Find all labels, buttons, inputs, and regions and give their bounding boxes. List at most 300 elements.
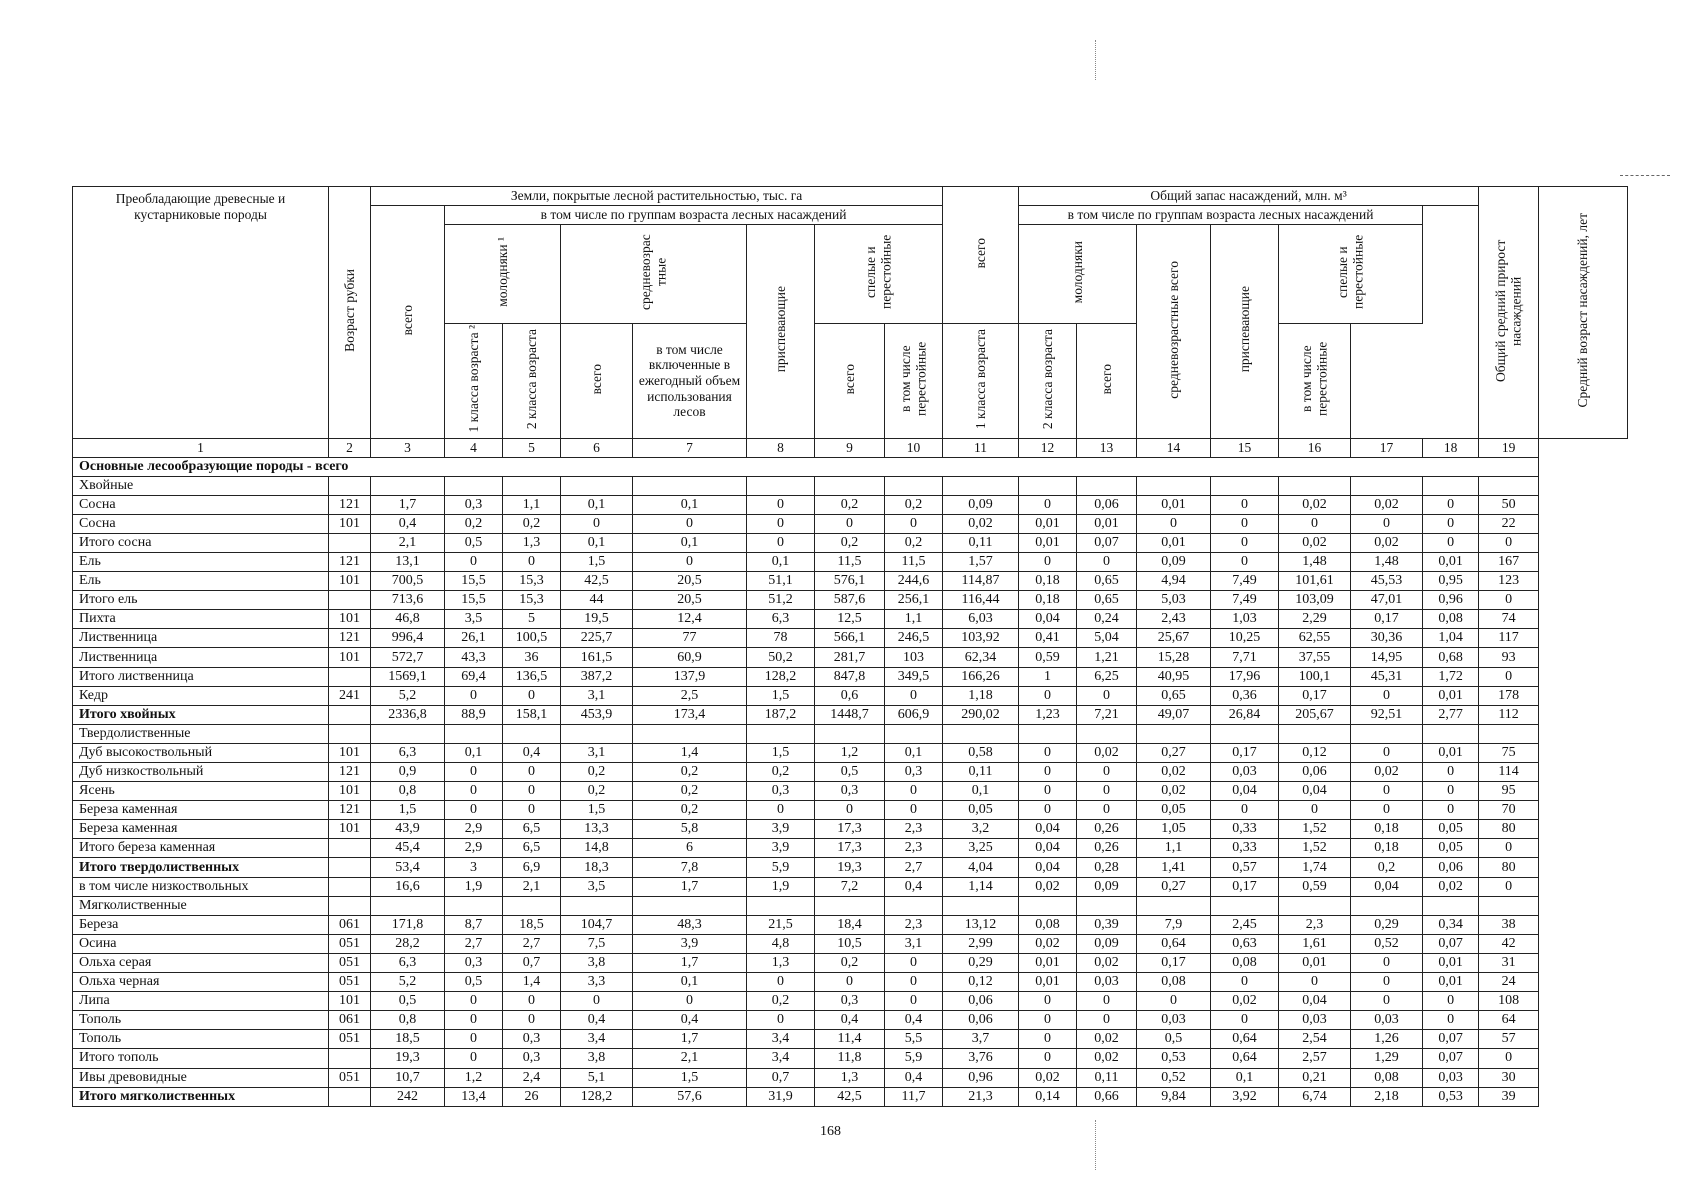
- value-cell: 2,9: [445, 820, 503, 839]
- value-cell: 6,3: [371, 953, 445, 972]
- table-row: [73, 1011, 1628, 1030]
- value-cell: 101: [329, 820, 371, 839]
- value-cell: 0,52: [1137, 1068, 1211, 1087]
- value-cell: 0: [1019, 1011, 1077, 1030]
- value-cell: 11,5: [885, 552, 943, 571]
- value-cell: 121: [329, 495, 371, 514]
- value-cell: 0,06: [1423, 858, 1479, 877]
- value-cell: 123: [1479, 572, 1539, 591]
- value-cell: 0: [1351, 514, 1423, 533]
- value-cell: 0,08: [1137, 973, 1211, 992]
- value-cell: 42: [1479, 934, 1539, 953]
- value-cell: 3: [445, 858, 503, 877]
- value-cell: 566,1: [815, 629, 885, 648]
- value-cell: 18,5: [371, 1030, 445, 1049]
- value-cell: 0,4: [815, 1011, 885, 1030]
- value-cell: 0: [1077, 1011, 1137, 1030]
- value-cell: 1,5: [561, 801, 633, 820]
- value-cell: 0,96: [943, 1068, 1019, 1087]
- header-class1-stock: 1 класса возраста: [943, 324, 1019, 439]
- value-cell: 7,9: [1137, 915, 1211, 934]
- value-cell: 0: [885, 801, 943, 820]
- value-cell: 69,4: [445, 667, 503, 686]
- value-cell: 0,59: [1019, 648, 1077, 667]
- table-row: [73, 705, 1628, 724]
- value-cell: 0: [1479, 591, 1539, 610]
- value-cell: 3,9: [747, 839, 815, 858]
- value-cell: 0,4: [561, 1011, 633, 1030]
- value-cell: 0,02: [1077, 743, 1137, 762]
- empty-cell: [1479, 476, 1539, 495]
- table-row: [73, 820, 1628, 839]
- value-cell: 101: [329, 648, 371, 667]
- value-cell: 24: [1479, 973, 1539, 992]
- value-cell: 0: [747, 801, 815, 820]
- value-cell: 0,17: [1279, 686, 1351, 705]
- value-cell: 3,25: [943, 839, 1019, 858]
- table-row: [73, 973, 1628, 992]
- value-cell: 0: [561, 992, 633, 1011]
- value-cell: 1,52: [1279, 820, 1351, 839]
- empty-cell: [633, 724, 747, 743]
- empty-cell: [1211, 724, 1279, 743]
- value-cell: 0,2: [815, 495, 885, 514]
- value-cell: [329, 839, 371, 858]
- value-cell: 244,6: [885, 572, 943, 591]
- column-number: 10: [885, 438, 943, 457]
- value-cell: 0,17: [1351, 610, 1423, 629]
- value-cell: 114: [1479, 763, 1539, 782]
- value-cell: 0,4: [371, 514, 445, 533]
- value-cell: 5,03: [1137, 591, 1211, 610]
- value-cell: 453,9: [561, 705, 633, 724]
- value-cell: 0,01: [1019, 973, 1077, 992]
- empty-cell: [371, 476, 445, 495]
- value-cell: 0,02: [1077, 953, 1137, 972]
- empty-cell: [1351, 476, 1423, 495]
- value-cell: 0: [815, 514, 885, 533]
- value-cell: 387,2: [561, 667, 633, 686]
- value-cell: 0,01: [1019, 533, 1077, 552]
- value-cell: 0,5: [445, 533, 503, 552]
- value-cell: 13,1: [371, 552, 445, 571]
- value-cell: 0,2: [633, 801, 747, 820]
- table-row: [73, 763, 1628, 782]
- column-numbers-row: [73, 438, 1628, 457]
- value-cell: 256,1: [885, 591, 943, 610]
- value-cell: 051: [329, 1030, 371, 1049]
- value-cell: 0,65: [1077, 591, 1137, 610]
- group-label: Твердолиственные: [73, 724, 329, 743]
- value-cell: 0,11: [943, 533, 1019, 552]
- value-cell: 0: [1137, 992, 1211, 1011]
- value-cell: 0,96: [1423, 591, 1479, 610]
- value-cell: 1,41: [1137, 858, 1211, 877]
- value-cell: 0,17: [1211, 877, 1279, 896]
- column-number: 19: [1479, 438, 1539, 457]
- value-cell: 137,9: [633, 667, 747, 686]
- value-cell: 0: [445, 552, 503, 571]
- value-cell: 0: [1279, 973, 1351, 992]
- header-class2-stock: 2 класса возраста: [1019, 324, 1077, 439]
- value-cell: 26,1: [445, 629, 503, 648]
- value-cell: 95: [1479, 782, 1539, 801]
- value-cell: 0: [1211, 514, 1279, 533]
- value-cell: 1,5: [747, 686, 815, 705]
- value-cell: 0: [633, 514, 747, 533]
- value-cell: 0,04: [1279, 782, 1351, 801]
- value-cell: 0,01: [1019, 953, 1077, 972]
- value-cell: 0,01: [1423, 743, 1479, 762]
- value-cell: 0: [633, 552, 747, 571]
- column-number: 14: [1137, 438, 1211, 457]
- value-cell: 0: [1077, 686, 1137, 705]
- value-cell: 0,2: [445, 514, 503, 533]
- species-name: Дуб высокоствольный: [73, 743, 329, 762]
- value-cell: 36: [503, 648, 561, 667]
- value-cell: 1,7: [633, 1030, 747, 1049]
- value-cell: 0,02: [1279, 533, 1351, 552]
- value-cell: 0,04: [1019, 839, 1077, 858]
- empty-cell: [1137, 476, 1211, 495]
- value-cell: 0: [1211, 495, 1279, 514]
- value-cell: 0: [1019, 1049, 1077, 1068]
- value-cell: 0: [747, 495, 815, 514]
- value-cell: 1,2: [445, 1068, 503, 1087]
- value-cell: 051: [329, 934, 371, 953]
- value-cell: 847,8: [815, 667, 885, 686]
- value-cell: 0,04: [1211, 782, 1279, 801]
- value-cell: 0,04: [1279, 992, 1351, 1011]
- table-row: [73, 610, 1628, 629]
- value-cell: 57: [1479, 1030, 1539, 1049]
- value-cell: 0: [1019, 992, 1077, 1011]
- value-cell: 051: [329, 953, 371, 972]
- value-cell: 158,1: [503, 705, 561, 724]
- value-cell: 20,5: [633, 591, 747, 610]
- value-cell: 121: [329, 552, 371, 571]
- value-cell: 1,1: [503, 495, 561, 514]
- value-cell: 0,03: [1423, 1068, 1479, 1087]
- value-cell: 57,6: [633, 1087, 747, 1106]
- value-cell: 6,3: [371, 743, 445, 762]
- species-name: Береза: [73, 915, 329, 934]
- value-cell: 5,2: [371, 686, 445, 705]
- value-cell: 0: [885, 782, 943, 801]
- value-cell: 0,95: [1423, 572, 1479, 591]
- value-cell: 14,8: [561, 839, 633, 858]
- value-cell: 0: [1479, 1049, 1539, 1068]
- table-row: [73, 591, 1628, 610]
- value-cell: 205,67: [1279, 705, 1351, 724]
- value-cell: 0,03: [1077, 973, 1137, 992]
- species-name: Ясень: [73, 782, 329, 801]
- value-cell: 167: [1479, 552, 1539, 571]
- value-cell: 62,34: [943, 648, 1019, 667]
- section-title: Основные лесообразующие породы - всего: [73, 457, 1539, 476]
- header-avg-age: Средний возраст насаждений, лет: [1539, 187, 1628, 439]
- column-number: 13: [1077, 438, 1137, 457]
- value-cell: 0,18: [1019, 572, 1077, 591]
- value-cell: 4,04: [943, 858, 1019, 877]
- value-cell: 53,4: [371, 858, 445, 877]
- value-cell: 0: [885, 953, 943, 972]
- value-cell: 1,18: [943, 686, 1019, 705]
- value-cell: 2,18: [1351, 1087, 1423, 1106]
- value-cell: 0: [445, 1011, 503, 1030]
- table-row: [73, 992, 1628, 1011]
- value-cell: 15,5: [445, 572, 503, 591]
- value-cell: 101: [329, 992, 371, 1011]
- value-cell: 19,3: [371, 1049, 445, 1068]
- value-cell: 136,5: [503, 667, 561, 686]
- header-incl-overmature: в том числе перестойные: [885, 324, 943, 439]
- empty-cell: [1137, 896, 1211, 915]
- value-cell: 0,1: [633, 533, 747, 552]
- table-row: [73, 915, 1628, 934]
- value-cell: 0: [885, 514, 943, 533]
- value-cell: 103: [885, 648, 943, 667]
- value-cell: 0,02: [1351, 533, 1423, 552]
- table-row: [73, 839, 1628, 858]
- value-cell: 3,4: [747, 1030, 815, 1049]
- value-cell: 101: [329, 514, 371, 533]
- value-cell: 5,8: [633, 820, 747, 839]
- value-cell: 0,01: [1423, 953, 1479, 972]
- value-cell: 0,58: [943, 743, 1019, 762]
- header-incl-overmature-stock: в том числе перестойные: [1279, 324, 1351, 439]
- value-cell: 0,2: [633, 763, 747, 782]
- value-cell: 0: [1423, 992, 1479, 1011]
- value-cell: 0,03: [1279, 1011, 1351, 1030]
- value-cell: 78: [747, 629, 815, 648]
- value-cell: 0,2: [633, 782, 747, 801]
- value-cell: 0,1: [633, 495, 747, 514]
- value-cell: 30: [1479, 1068, 1539, 1087]
- value-cell: 572,7: [371, 648, 445, 667]
- value-cell: 0,01: [1137, 495, 1211, 514]
- value-cell: 1,3: [747, 953, 815, 972]
- value-cell: 88,9: [445, 705, 503, 724]
- value-cell: 0,02: [1351, 763, 1423, 782]
- value-cell: 0: [815, 801, 885, 820]
- species-name: Ольха серая: [73, 953, 329, 972]
- value-cell: 281,7: [815, 648, 885, 667]
- value-cell: 37,55: [1279, 648, 1351, 667]
- value-cell: 0: [1479, 877, 1539, 896]
- value-cell: 25,67: [1137, 629, 1211, 648]
- value-cell: 1,48: [1351, 552, 1423, 571]
- value-cell: 0,07: [1423, 1030, 1479, 1049]
- value-cell: 0,7: [503, 953, 561, 972]
- value-cell: 92,51: [1351, 705, 1423, 724]
- value-cell: 18,3: [561, 858, 633, 877]
- value-cell: 6,03: [943, 610, 1019, 629]
- value-cell: 242: [371, 1087, 445, 1106]
- header-young-stock: молодняки: [1019, 225, 1137, 324]
- header-incl-annual: в том числе включенные в ежегодный объем использования лесов: [633, 324, 747, 439]
- value-cell: 3,4: [561, 1030, 633, 1049]
- value-cell: 0,18: [1351, 839, 1423, 858]
- species-name: Лиственница: [73, 629, 329, 648]
- value-cell: 43,9: [371, 820, 445, 839]
- value-cell: 31,9: [747, 1087, 815, 1106]
- value-cell: 3,1: [561, 686, 633, 705]
- empty-cell: [1351, 724, 1423, 743]
- value-cell: 576,1: [815, 572, 885, 591]
- page-number: 168: [820, 1124, 841, 1139]
- value-cell: 0,02: [1077, 1049, 1137, 1068]
- value-cell: 0,8: [371, 782, 445, 801]
- header-mature-total: всего: [815, 324, 885, 439]
- value-cell: 9,84: [1137, 1087, 1211, 1106]
- value-cell: 17,3: [815, 839, 885, 858]
- header-stock-total: всего: [943, 187, 1019, 324]
- value-cell: 0,57: [1211, 858, 1279, 877]
- value-cell: 0,06: [1077, 495, 1137, 514]
- value-cell: 0,4: [885, 1011, 943, 1030]
- empty-cell: [885, 724, 943, 743]
- value-cell: 2,43: [1137, 610, 1211, 629]
- value-cell: 64: [1479, 1011, 1539, 1030]
- table-header: [73, 187, 1628, 458]
- forest-stock-table: [72, 186, 1628, 1107]
- value-cell: 0,2: [561, 763, 633, 782]
- empty-cell: [885, 476, 943, 495]
- value-cell: 0,24: [1077, 610, 1137, 629]
- value-cell: 21,5: [747, 915, 815, 934]
- value-cell: 0,01: [1423, 552, 1479, 571]
- value-cell: 40,95: [1137, 667, 1211, 686]
- value-cell: 0: [1211, 552, 1279, 571]
- value-cell: 0,06: [943, 992, 1019, 1011]
- value-cell: 0: [503, 992, 561, 1011]
- value-cell: 1,03: [1211, 610, 1279, 629]
- empty-cell: [329, 476, 371, 495]
- value-cell: 2336,8: [371, 705, 445, 724]
- value-cell: 7,49: [1211, 591, 1279, 610]
- value-cell: 17,3: [815, 820, 885, 839]
- value-cell: 13,3: [561, 820, 633, 839]
- value-cell: 50,2: [747, 648, 815, 667]
- header-young: молодняки ¹: [445, 225, 561, 324]
- value-cell: 1: [1019, 667, 1077, 686]
- value-cell: 0,01: [1137, 533, 1211, 552]
- value-cell: 1,4: [503, 973, 561, 992]
- value-cell: 103,92: [943, 629, 1019, 648]
- value-cell: 108: [1479, 992, 1539, 1011]
- value-cell: 4,94: [1137, 572, 1211, 591]
- table-body: [73, 457, 1628, 1106]
- column-number: 5: [503, 438, 561, 457]
- column-number: 9: [815, 438, 885, 457]
- header-mature-stock-total: всего: [1077, 324, 1137, 439]
- value-cell: 1,7: [633, 877, 747, 896]
- species-name: Сосна: [73, 514, 329, 533]
- value-cell: 0: [1279, 514, 1351, 533]
- header-lands-groups: в том числе по группам возраста лесных насаждений: [445, 206, 943, 225]
- value-cell: 0,06: [1279, 763, 1351, 782]
- group-label: Хвойные: [73, 476, 329, 495]
- value-cell: 0: [445, 686, 503, 705]
- value-cell: 44: [561, 591, 633, 610]
- value-cell: 104,7: [561, 915, 633, 934]
- value-cell: 8,7: [445, 915, 503, 934]
- value-cell: 0,4: [885, 1068, 943, 1087]
- empty-cell: [1211, 896, 1279, 915]
- empty-cell: [1137, 724, 1211, 743]
- value-cell: 0: [1479, 839, 1539, 858]
- column-number: 12: [1019, 438, 1077, 457]
- value-cell: 0: [1019, 763, 1077, 782]
- value-cell: 50: [1479, 495, 1539, 514]
- species-name: Итого мягколиственных: [73, 1087, 329, 1106]
- value-cell: 43,3: [445, 648, 503, 667]
- value-cell: 48,3: [633, 915, 747, 934]
- value-cell: 0: [503, 686, 561, 705]
- value-cell: 6,3: [747, 610, 815, 629]
- value-cell: 0: [1077, 782, 1137, 801]
- species-name: Пихта: [73, 610, 329, 629]
- species-name: Итого хвойных: [73, 705, 329, 724]
- species-name: Кедр: [73, 686, 329, 705]
- value-cell: 2,5: [633, 686, 747, 705]
- value-cell: 5,04: [1077, 629, 1137, 648]
- column-number: 11: [943, 438, 1019, 457]
- value-cell: [329, 858, 371, 877]
- table-row: [73, 858, 1628, 877]
- value-cell: 0: [1211, 1011, 1279, 1030]
- value-cell: 22: [1479, 514, 1539, 533]
- empty-cell: [1211, 476, 1279, 495]
- value-cell: 6,5: [503, 839, 561, 858]
- value-cell: 70: [1479, 801, 1539, 820]
- value-cell: 0,07: [1077, 533, 1137, 552]
- table-row: [73, 667, 1628, 686]
- value-cell: 5,2: [371, 973, 445, 992]
- value-cell: 0: [1019, 782, 1077, 801]
- empty-cell: [885, 896, 943, 915]
- value-cell: 6,5: [503, 820, 561, 839]
- species-name: Итого сосна: [73, 533, 329, 552]
- table-row: [73, 476, 1628, 495]
- value-cell: 0,09: [1077, 877, 1137, 896]
- empty-cell: [1019, 724, 1077, 743]
- value-cell: 60,9: [633, 648, 747, 667]
- value-cell: 0,5: [371, 992, 445, 1011]
- value-cell: 0,66: [1077, 1087, 1137, 1106]
- value-cell: 0: [1211, 973, 1279, 992]
- value-cell: 0: [1351, 973, 1423, 992]
- table-row: [73, 1068, 1628, 1087]
- value-cell: 45,53: [1351, 572, 1423, 591]
- value-cell: 39: [1479, 1087, 1539, 1106]
- value-cell: 6,9: [503, 858, 561, 877]
- value-cell: 1,05: [1137, 820, 1211, 839]
- value-cell: 1,7: [633, 953, 747, 972]
- species-name: Дуб низкоствольный: [73, 763, 329, 782]
- value-cell: 0: [633, 992, 747, 1011]
- value-cell: 2,7: [503, 934, 561, 953]
- value-cell: 5,9: [885, 1049, 943, 1068]
- value-cell: 0: [885, 992, 943, 1011]
- value-cell: 80: [1479, 858, 1539, 877]
- value-cell: 061: [329, 1011, 371, 1030]
- value-cell: 0: [747, 514, 815, 533]
- column-number: 15: [1211, 438, 1279, 457]
- value-cell: 128,2: [561, 1087, 633, 1106]
- value-cell: 7,8: [633, 858, 747, 877]
